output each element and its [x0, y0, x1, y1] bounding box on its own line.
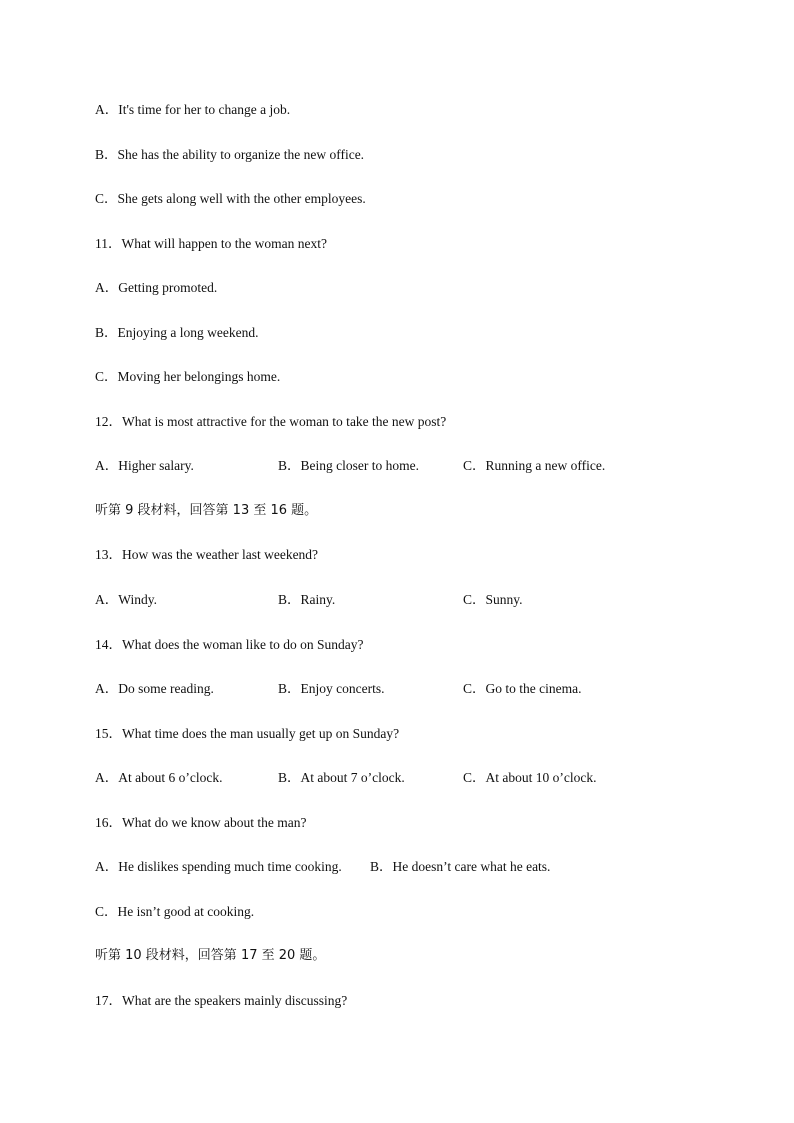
q16-option-a: A．He dislikes spending much time cooking.: [95, 859, 342, 874]
q11-option-c: C．Moving her belongings home.: [95, 369, 281, 384]
question-11: 11．What will happen to the woman next?: [95, 236, 327, 251]
q14-option-a: A．Do some reading.: [95, 681, 214, 696]
q13-option-b: B．Rainy.: [278, 592, 336, 607]
q12-option-c: C．Running a new office.: [463, 458, 606, 473]
q14-option-c: C．Go to the cinema.: [463, 681, 582, 696]
section-heading-9: 听第 9 段材料，回答第 13 至 16 题。: [95, 503, 318, 518]
q15-option-c: C．At about 10 o’clock.: [463, 770, 597, 785]
q12-option-a: A．Higher salary.: [95, 458, 194, 473]
question-16: 16．What do we know about the man?: [95, 815, 307, 830]
q11-option-a: A．Getting promoted.: [95, 280, 218, 295]
q13-option-c: C．Sunny.: [463, 592, 523, 607]
question-15: 15．What time does the man usually get up on Sunday?: [95, 726, 400, 741]
question-14: 14．What does the woman like to do on Sunday?: [95, 637, 364, 652]
q13-option-a: A．Windy.: [95, 592, 157, 607]
question-13: 13．How was the weather last weekend?: [95, 547, 319, 562]
q15-option-b: B．At about 7 o’clock.: [278, 770, 405, 785]
q10-option-c: C．She gets along well with the other employees.: [95, 191, 366, 206]
q14-option-b: B．Enjoy concerts.: [278, 681, 385, 696]
q10-option-b: B．She has the ability to organize the new office.: [95, 147, 365, 162]
q10-option-a: A．It's time for her to change a job.: [95, 102, 291, 117]
q16-option-c: C．He isn’t good at cooking.: [95, 904, 255, 919]
q15-option-a: A．At about 6 o’clock.: [95, 770, 223, 785]
q12-option-b: B．Being closer to home.: [278, 458, 419, 473]
question-12: 12．What is most attractive for the woman to take the new post?: [95, 414, 447, 429]
section-heading-10: 听第 10 段材料，回答第 17 至 20 题。: [95, 948, 326, 963]
question-17: 17．What are the speakers mainly discussing?: [95, 993, 348, 1008]
q16-option-b: B．He doesn’t care what he eats.: [370, 859, 551, 874]
q11-option-b: B．Enjoying a long weekend.: [95, 325, 259, 340]
